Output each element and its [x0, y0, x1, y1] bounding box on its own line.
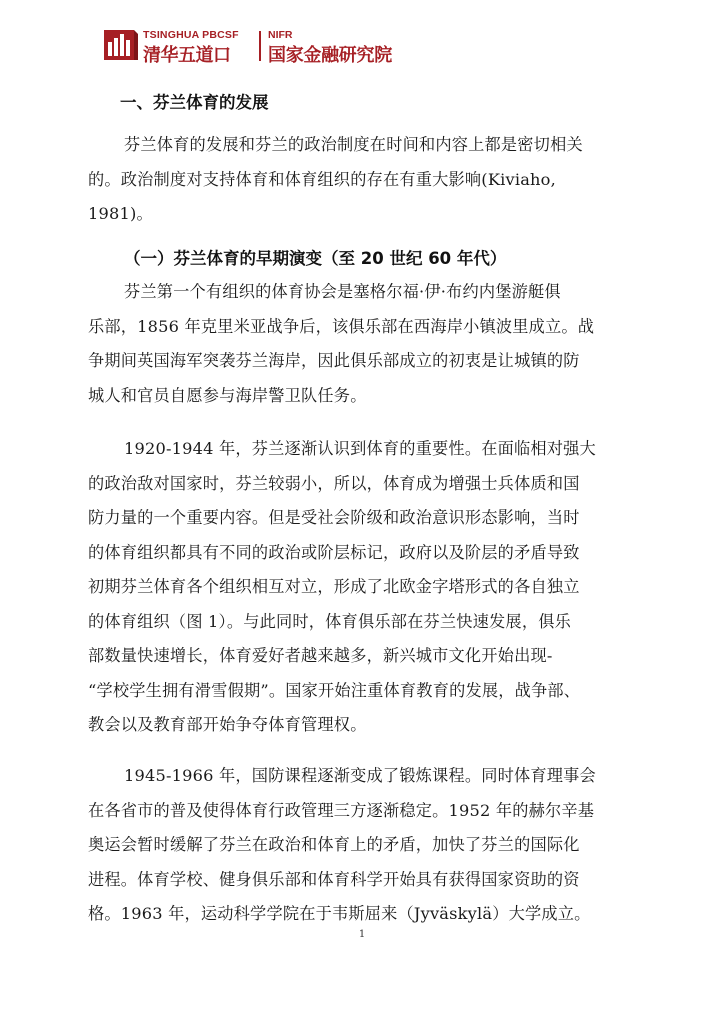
paragraph-early-association: [88, 275, 648, 413]
paragraph-line: 防力量的一个重要内容。但是受社会阶级和政治意识形态影响，当时: [88, 508, 580, 527]
section-heading: 一、芬兰体育的发展: [120, 93, 269, 112]
intro-paragraph: [88, 128, 648, 232]
paragraph-line: 芬兰体育的发展和芬兰的政治制度在时间和内容上都是密切相关: [124, 135, 583, 154]
paragraph-line: 教会以及教育部开始争夺体育管理权。: [88, 715, 367, 734]
institute-abbreviation: NIFR: [268, 29, 293, 41]
paragraph-line: 1945-1966 年，国防课程逐渐变成了锻炼课程。同时体育理事会: [124, 766, 596, 785]
paragraph-1920-1944: [88, 432, 648, 743]
paragraph-line: 争期间英国海军突袭芬兰海岸，因此俱乐部成立的初衷是让城镇的防: [88, 351, 580, 370]
paragraph-line: 乐部，1856 年克里米亚战争后，该俱乐部在西海岸小镇波里成立。战: [88, 316, 595, 336]
paragraph-line: 的体育组织都具有不同的政治或阶层标记，政府以及阶层的矛盾导致: [88, 542, 580, 562]
paragraph-line: 奥运会暂时缓解了芬兰在政治和体育上的矛盾，加快了芬兰的国际化: [88, 835, 580, 854]
paragraph-line: 的体育组织（图 1）。与此同时，体育俱乐部在芬兰快速发展，俱乐: [88, 611, 571, 631]
paragraph-1945-1966: [88, 759, 648, 932]
paragraph-line: 格。1963 年，运动科学学院在于韦斯屈来（Jyväskylä）大学成立。: [88, 904, 591, 923]
paragraph-line: 1981)。: [88, 204, 153, 223]
brand-english-name: TSINGHUA PBCSF: [143, 29, 239, 41]
paragraph-line: 1920-1944 年，芬兰逐渐认识到体育的重要性。在面临相对强大: [124, 439, 596, 458]
page-number: 1: [358, 929, 366, 940]
paragraph-line: “学校学生拥有滑雪假期”。国家开始注重体育教育的发展，战争部、: [88, 680, 581, 700]
header-divider: [259, 31, 261, 61]
institute-chinese-name: 国家金融研究院: [268, 45, 392, 66]
paragraph-line: 城人和官员自愿参与海岸警卫队任务。: [88, 385, 367, 405]
subsection-heading: （一）芬兰体育的早期演变（至 20 世纪 60 年代）: [124, 249, 507, 268]
paragraph-line: 在各省市的普及使得体育行政管理三方逐渐稳定。1952 年的赫尔辛基: [88, 800, 595, 820]
paragraph-line: 部数量快速增长，体育爱好者越来越多，新兴城市文化开始出现-: [88, 646, 553, 665]
paragraph-line: 进程。体育学校、健身俱乐部和体育科学开始具有获得国家资助的资: [88, 869, 580, 889]
tsinghua-pbcsf-logo-icon: [103, 28, 139, 62]
paragraph-line: 初期芬兰体育各个组织相互对立，形成了北欧金字塔形式的各自独立: [88, 577, 580, 596]
brand-chinese-name: 清华五道口: [143, 45, 231, 66]
paragraph-line: 的。政治制度对支持体育和体育组织的存在有重大影响(Kiviaho,: [88, 169, 556, 189]
paragraph-line: 芬兰第一个有组织的体育协会是塞格尔福·伊·布约内堡游艇俱: [124, 282, 561, 301]
paragraph-line: 的政治敌对国家时，芬兰较弱小，所以，体育成为增强士兵体质和国: [88, 473, 580, 493]
